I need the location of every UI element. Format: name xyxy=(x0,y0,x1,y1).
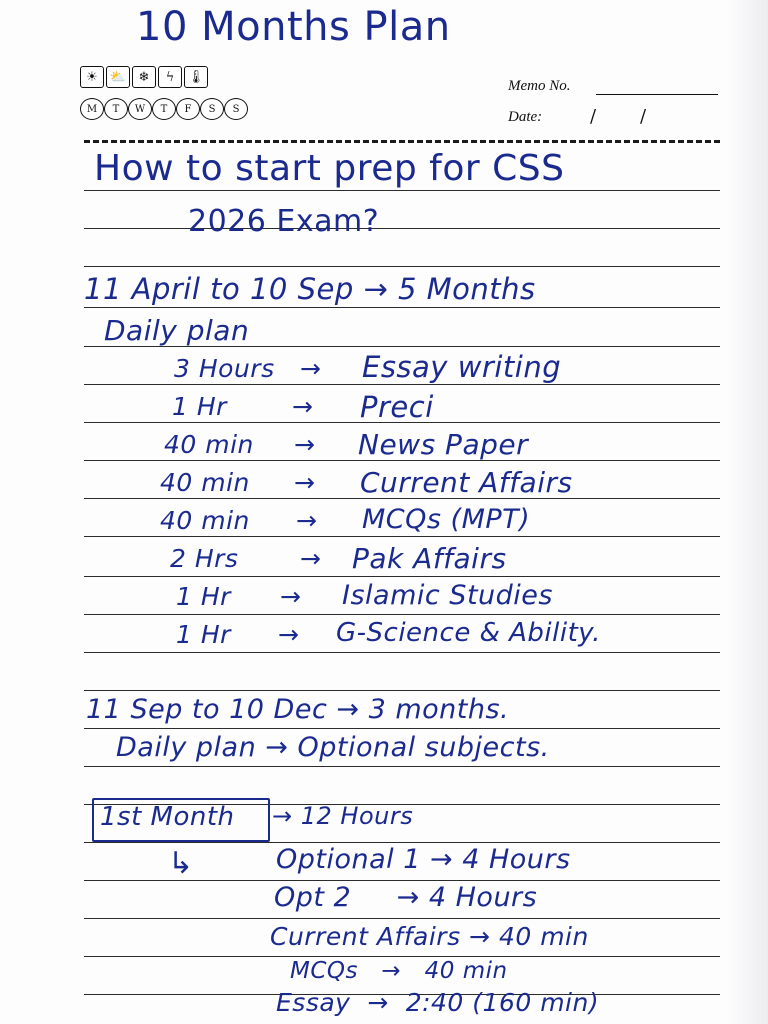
sun-icon: ☀ xyxy=(80,66,104,88)
date-label: Date: xyxy=(508,109,543,125)
first-month-label: 1st Month xyxy=(100,802,235,832)
day-monday: M xyxy=(80,98,104,120)
ruled-line xyxy=(84,728,720,729)
phase1-item-arrow: → xyxy=(292,392,314,421)
phase1-item-time: 40 min xyxy=(164,430,254,459)
header-divider xyxy=(84,140,720,143)
phase1-item-time: 1 Hr xyxy=(176,620,231,649)
ruled-line xyxy=(84,228,720,229)
phase2-daily-plan: Daily plan → Optional subjects. xyxy=(116,732,550,763)
phase2-item: Current Affairs → 40 min xyxy=(270,922,589,951)
ruled-line xyxy=(84,918,720,919)
storm-icon: ϟ xyxy=(158,66,182,88)
memo-line xyxy=(596,94,718,95)
ruled-line xyxy=(84,614,720,615)
phase1-item-subject: Essay writing xyxy=(362,350,562,384)
day-friday: F xyxy=(176,98,200,120)
phase2-item: Opt 2 → 4 Hours xyxy=(274,882,538,913)
phase1-item-subject: G-Science & Ability. xyxy=(336,618,601,648)
phase2-heading: 11 Sep to 10 Dec → 3 months. xyxy=(86,694,510,725)
question-line-1: How to start prep for CSS xyxy=(94,148,565,189)
ruled-line xyxy=(84,190,720,191)
phase1-item-time: 1 Hr xyxy=(172,392,227,421)
phase2-item: MCQs → 40 min xyxy=(290,958,508,984)
memo-label: Memo No. xyxy=(508,78,571,94)
phase1-item-subject: Preci xyxy=(360,390,434,424)
phase1-item-time: 3 Hours xyxy=(174,354,275,383)
ruled-line xyxy=(84,956,720,957)
cloud-sun-icon: ⛅ xyxy=(106,66,130,88)
phase1-item-subject: MCQs (MPT) xyxy=(362,504,531,535)
phase2-item: Essay → 2:40 (160 min) xyxy=(276,988,600,1017)
phase1-item-arrow: → xyxy=(294,430,316,459)
ruled-line xyxy=(84,307,720,308)
ruled-line xyxy=(84,536,720,537)
question-line-2: 2026 Exam? xyxy=(188,204,380,239)
ruled-line xyxy=(84,842,720,843)
phase1-item-arrow: → xyxy=(280,582,302,611)
ruled-line xyxy=(84,766,720,767)
ruled-line xyxy=(84,384,720,385)
phase1-item-time: 2 Hrs xyxy=(170,544,239,573)
phase1-daily-plan: Daily plan xyxy=(104,314,250,347)
hook-arrow-icon: ↳ xyxy=(168,846,194,881)
phase1-item-arrow: → xyxy=(296,506,318,535)
phase1-heading: 11 April to 10 Sep → 5 Months xyxy=(84,272,536,306)
phase1-item-subject: News Paper xyxy=(358,428,529,461)
phase1-item-subject: Current Affairs xyxy=(360,466,573,499)
weekday-selector xyxy=(80,98,248,120)
date-separator: / xyxy=(640,106,647,127)
phase1-item-time: 1 Hr xyxy=(176,582,231,611)
page-edge-shadow xyxy=(728,0,768,1024)
day-saturday: S xyxy=(200,98,224,120)
phase1-item-arrow: → xyxy=(278,620,300,649)
first-month-total: → 12 Hours xyxy=(272,802,414,830)
ruled-line xyxy=(84,652,720,653)
phase1-item-time: 40 min xyxy=(160,506,250,535)
snowflake-icon: ❄ xyxy=(132,66,156,88)
day-thursday: T xyxy=(152,98,176,120)
date-separator: / xyxy=(590,106,597,127)
ruled-line xyxy=(84,266,720,267)
page-title: 10 Months Plan xyxy=(136,4,451,50)
phase1-item-time: 40 min xyxy=(160,468,250,497)
ruled-line xyxy=(84,690,720,691)
phase1-item-subject: Pak Affairs xyxy=(352,542,507,575)
weather-icons xyxy=(80,66,208,88)
ruled-line xyxy=(84,576,720,577)
thermometer-icon: 🌡 xyxy=(184,66,208,88)
phase1-item-subject: Islamic Studies xyxy=(342,580,553,611)
day-sunday: S xyxy=(224,98,248,120)
phase2-item: Optional 1 → 4 Hours xyxy=(276,844,571,875)
phase1-item-arrow: → xyxy=(300,354,322,383)
day-wednesday: W xyxy=(128,98,152,120)
day-tuesday: T xyxy=(104,98,128,120)
phase1-item-arrow: → xyxy=(294,468,316,497)
phase1-item-arrow: → xyxy=(300,544,322,573)
